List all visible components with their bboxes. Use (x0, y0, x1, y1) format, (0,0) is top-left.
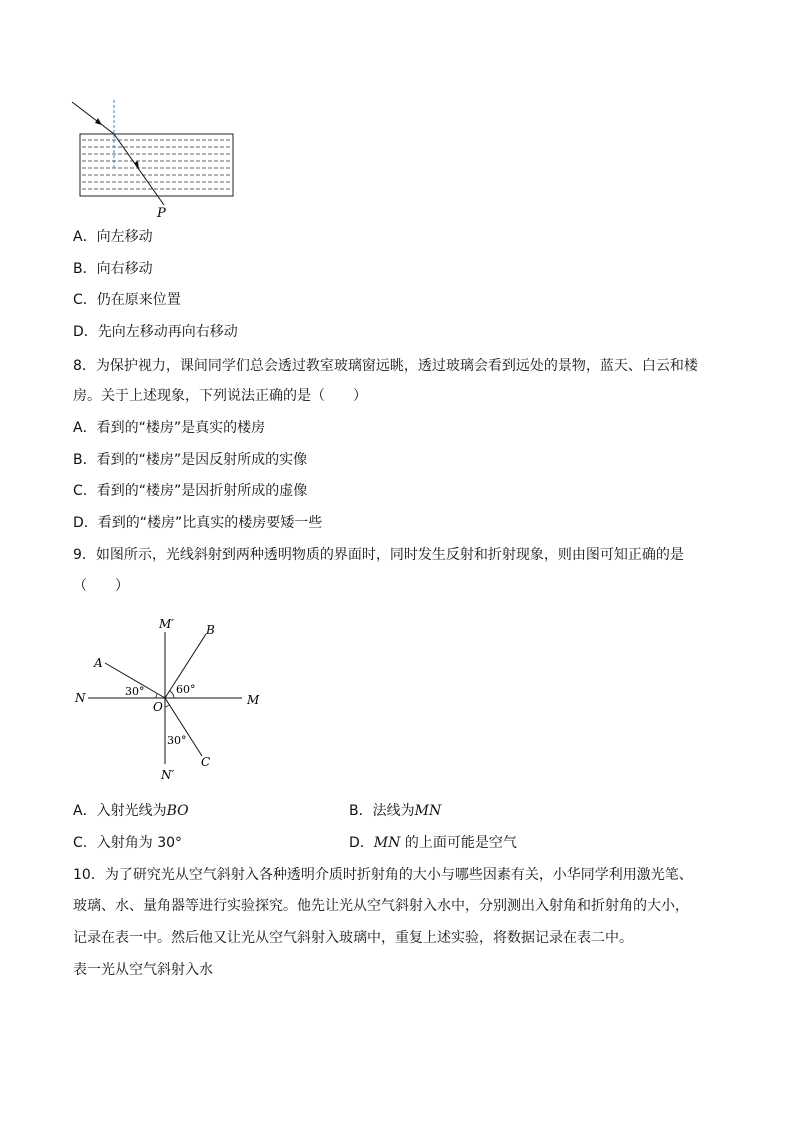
point-p-label: P (157, 206, 166, 221)
angle-arc (156, 694, 157, 698)
angle-arc (165, 705, 169, 707)
refracted-arrow (134, 161, 139, 170)
q10-line2: 玻璃、水、量角器等进行实验探究。他先让光从空气斜射入水中，分别测出入射角和折射角的大小， (73, 898, 689, 914)
water-lines (82, 140, 232, 189)
q10-line3: 记录在表一中。然后他又让光从空气斜射入玻璃中，重复上述实验，将数据记录在表二中。 (73, 930, 633, 946)
q10-line1: 10．为了研究光从空气斜射入各种透明介质时折射角的大小与哪些因素有关，小华同学利用激光笔、 (73, 867, 693, 883)
q7-option-b: B．向右移动 (73, 261, 153, 277)
incident-arrow (95, 118, 102, 125)
angle-arc (170, 691, 174, 698)
tank-outline (80, 134, 233, 196)
angle-30-upper: 30° (125, 685, 145, 698)
label-a: A (94, 656, 103, 670)
q9-option-c: C．入射角为 30° (73, 835, 183, 851)
q9-option-d: D．MN 的上面可能是空气 (349, 835, 517, 851)
label-m: M (247, 693, 260, 707)
q8-option-b: B．看到的“楼房”是因反射所成的实像 (73, 452, 308, 468)
incident-ray (72, 102, 114, 134)
label-c: C (201, 755, 211, 769)
q9-options-row2 (73, 833, 723, 853)
refracted-ray (114, 134, 164, 205)
refraction-tank-figure (68, 96, 243, 222)
q7-option-d: D．先向左移动再向右移动 (73, 324, 238, 340)
angle-30-lower: 30° (167, 734, 187, 747)
label-n: N (75, 691, 86, 705)
q8-stem-line2: 房。关于上述现象，下列说法正确的是（ ） (73, 388, 367, 404)
q7-option-c: C．仍在原来位置 (73, 292, 181, 308)
label-b: B (206, 623, 215, 637)
q9-options-row1 (73, 801, 723, 821)
ray-oc (165, 698, 202, 756)
label-n-prime: N′ (161, 768, 175, 782)
table1-caption: 表一光从空气斜射入水 (73, 962, 213, 978)
q8-option-c: C．看到的“楼房”是因折射所成的虚像 (73, 483, 308, 499)
label-o: O (153, 700, 163, 714)
label-m-prime: M′ (159, 617, 175, 631)
q9-option-a: A．入射光线为BO (73, 803, 189, 819)
q7-option-a: A．向左移动 (73, 229, 153, 245)
q8-option-a: A．看到的“楼房”是真实的楼房 (73, 420, 266, 436)
q8-option-d: D．看到的“楼房”比真实的楼房要矮一些 (73, 515, 323, 531)
q8-stem-line1: 8．为保护视力，课间同学们总会透过教室玻璃窗远眺，透过玻璃会看到远处的景物，蓝天、白云和楼 (73, 358, 698, 374)
angle-60: 60° (176, 683, 196, 696)
q9-stem-line1: 9．如图所示，光线斜射到两种透明物质的界面时，同时发生反射和折射现象，则由图可知正确的是 (73, 547, 684, 563)
q9-option-b: B．法线为MN (349, 803, 442, 819)
interface-ray-figure (70, 612, 270, 787)
q9-stem-line2: （ ） (73, 578, 129, 594)
